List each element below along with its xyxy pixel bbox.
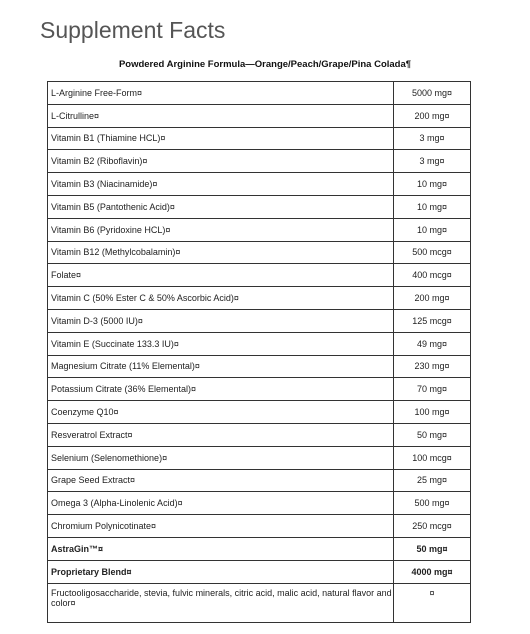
ingredient-name: Potassium Citrate (36% Elemental)¤ xyxy=(48,378,394,401)
ingredient-name: Omega 3 (Alpha-Linolenic Acid)¤ xyxy=(48,492,394,515)
table-row xyxy=(48,309,471,332)
table-row xyxy=(48,150,471,173)
ingredient-amount: 200 mg¤ xyxy=(394,287,471,310)
ingredient-amount: 250 mcg¤ xyxy=(394,515,471,538)
table-row xyxy=(48,423,471,446)
ingredient-name: Vitamin C (50% Ester C & 50% Ascorbic Acid)¤ xyxy=(48,287,394,310)
ingredient-name: Resveratrol Extract¤ xyxy=(48,423,394,446)
table-row xyxy=(48,492,471,515)
table-row xyxy=(48,583,471,622)
supplement-facts-table xyxy=(47,81,471,623)
table-row xyxy=(48,127,471,150)
table-row xyxy=(48,287,471,310)
ingredient-name: Chromium Polynicotinate¤ xyxy=(48,515,394,538)
ingredient-amount: 3 mg¤ xyxy=(394,127,471,150)
table-row xyxy=(48,560,471,583)
table-row xyxy=(48,469,471,492)
table-row xyxy=(48,446,471,469)
ingredient-amount: 5000 mg¤ xyxy=(394,82,471,105)
page-title: Supplement Facts xyxy=(40,17,226,43)
ingredient-name: Grape Seed Extract¤ xyxy=(48,469,394,492)
table-row xyxy=(48,537,471,560)
ingredient-name: Vitamin E (Succinate 133.3 IU)¤ xyxy=(48,332,394,355)
table-row xyxy=(48,82,471,105)
table-row xyxy=(48,378,471,401)
ingredient-name: L-Arginine Free-Form¤ xyxy=(48,82,394,105)
ingredient-amount: 70 mg¤ xyxy=(394,378,471,401)
ingredient-amount: 500 mg¤ xyxy=(394,492,471,515)
ingredient-amount: 125 mcg¤ xyxy=(394,309,471,332)
table-row xyxy=(48,218,471,241)
ingredient-amount: 25 mg¤ xyxy=(394,469,471,492)
ingredient-name: Vitamin B2 (Riboflavin)¤ xyxy=(48,150,394,173)
ingredient-amount: 3 mg¤ xyxy=(394,150,471,173)
table-row xyxy=(48,241,471,264)
ingredient-amount: 50 mg¤ xyxy=(394,537,471,560)
table-row xyxy=(48,173,471,196)
ingredient-amount: 4000 mg¤ xyxy=(394,560,471,583)
ingredient-name: L-Citrulline¤ xyxy=(48,104,394,127)
ingredient-name: Coenzyme Q10¤ xyxy=(48,401,394,424)
ingredient-amount: 500 mcg¤ xyxy=(394,241,471,264)
table-subtitle: Powdered Arginine Formula—Orange/Peach/Grape/Pina Colada¶ xyxy=(118,59,412,70)
ingredient-name: Vitamin B6 (Pyridoxine HCL)¤ xyxy=(48,218,394,241)
ingredient-amount: 10 mg¤ xyxy=(394,173,471,196)
table-row xyxy=(48,195,471,218)
table-row xyxy=(48,401,471,424)
ingredient-amount: 49 mg¤ xyxy=(394,332,471,355)
ingredient-amount: 10 mg¤ xyxy=(394,195,471,218)
ingredient-name: Fructooligosaccharide, stevia, fulvic minerals, citric acid, malic acid, natural flavor and color¤ xyxy=(48,583,394,622)
ingredient-amount: 100 mcg¤ xyxy=(394,446,471,469)
table-row xyxy=(48,355,471,378)
ingredient-name: Folate¤ xyxy=(48,264,394,287)
ingredient-name: Vitamin B3 (Niacinamide)¤ xyxy=(48,173,394,196)
ingredient-amount: ¤ xyxy=(394,583,471,622)
ingredient-name: Proprietary Blend¤ xyxy=(48,560,394,583)
table-row xyxy=(48,332,471,355)
ingredient-name: AstraGin™¤ xyxy=(48,537,394,560)
ingredient-name: Vitamin D-3 (5000 IU)¤ xyxy=(48,309,394,332)
table-row xyxy=(48,264,471,287)
ingredient-amount: 200 mg¤ xyxy=(394,104,471,127)
ingredient-amount: 10 mg¤ xyxy=(394,218,471,241)
ingredient-amount: 50 mg¤ xyxy=(394,423,471,446)
ingredient-name: Selenium (Selenomethione)¤ xyxy=(48,446,394,469)
ingredient-name: Vitamin B5 (Pantothenic Acid)¤ xyxy=(48,195,394,218)
ingredient-name: Magnesium Citrate (11% Elemental)¤ xyxy=(48,355,394,378)
ingredient-amount: 400 mcg¤ xyxy=(394,264,471,287)
ingredient-amount: 100 mg¤ xyxy=(394,401,471,424)
table-row xyxy=(48,515,471,538)
ingredient-name: Vitamin B1 (Thiamine HCL)¤ xyxy=(48,127,394,150)
ingredient-amount: 230 mg¤ xyxy=(394,355,471,378)
table-row xyxy=(48,104,471,127)
ingredient-name: Vitamin B12 (Methylcobalamin)¤ xyxy=(48,241,394,264)
